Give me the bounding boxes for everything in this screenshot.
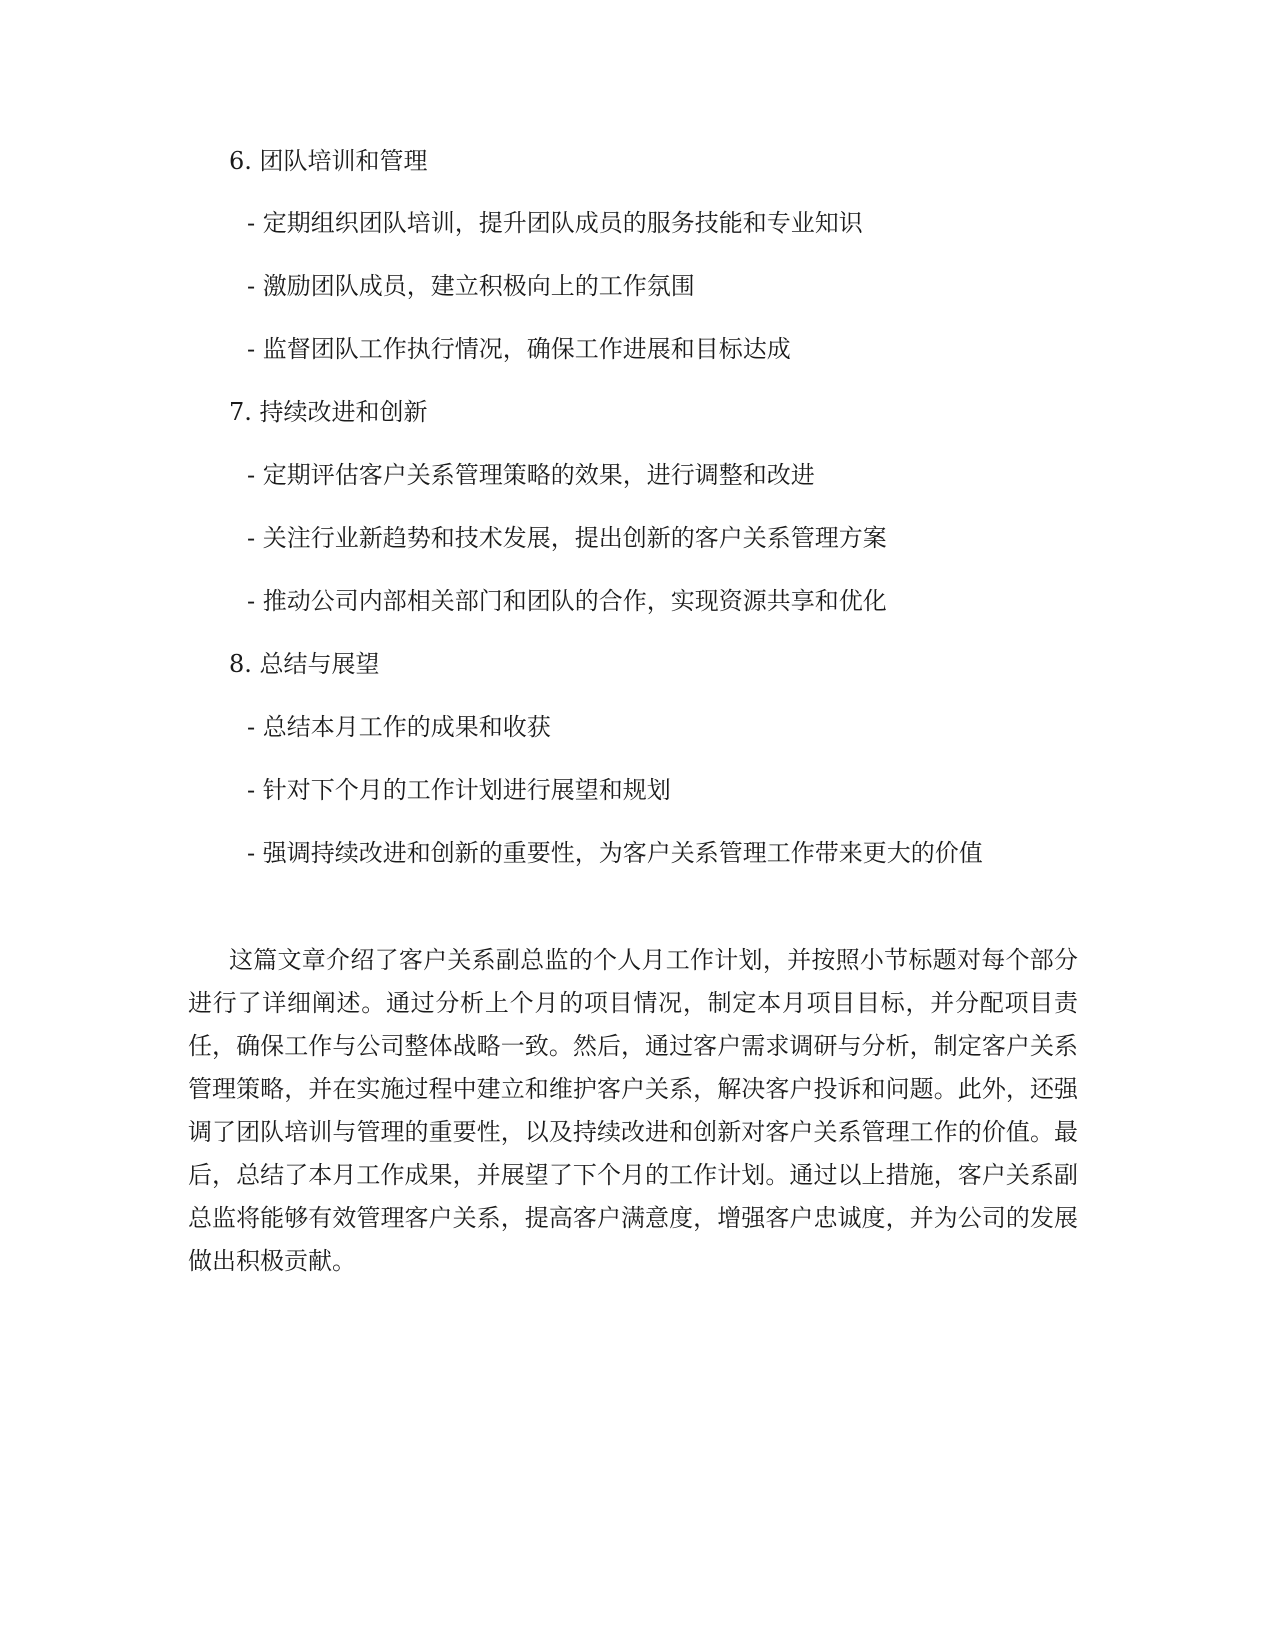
list-item: - 推动公司内部相关部门和团队的合作，实现资源共享和优化 — [247, 587, 887, 615]
list-item: - 关注行业新趋势和技术发展，提出创新的客户关系管理方案 — [247, 524, 887, 552]
list-item: - 定期组织团队培训，提升团队成员的服务技能和专业知识 — [247, 209, 863, 237]
section-heading-7: 7. 持续改进和创新 — [229, 398, 428, 426]
list-item: - 针对下个月的工作计划进行展望和规划 — [247, 776, 671, 804]
section-heading-6: 6. 团队培训和管理 — [229, 147, 428, 175]
list-item: - 定期评估客户关系管理策略的效果，进行调整和改进 — [247, 461, 815, 489]
list-item: - 激励团队成员，建立积极向上的工作氛围 — [247, 272, 695, 300]
summary-paragraph: 这篇文章介绍了客户关系副总监的个人月工作计划，并按照小节标题对每个部分进行了详细阐述。通过分析上个月的项目情况，制定本月项目目标，并分配项目责任，确保工作与公司整体战略一致。然后，通过客户需求调研与分析，制定客户关系管理策略，并在实施过程中建立和维护客户关系，解决客户投诉和问题。此外，还强调了团队培训与管理的重要性，以及持续改进和创新对客户关系管理工作的价值。最后，总结了本月工作成果，并展望了下个月的工作计划。通过以上措施，客户关系副总监将能够有效管理客户关系，提高客户满意度，增强客户忠诚度，并为公司的发展做出积极贡献。 — [188, 946, 1078, 1275]
list-item: - 监督团队工作执行情况，确保工作进展和目标达成 — [247, 335, 791, 363]
section-heading-8: 8. 总结与展望 — [229, 650, 380, 678]
list-item: - 总结本月工作的成果和收获 — [247, 713, 551, 741]
list-item: - 强调持续改进和创新的重要性，为客户关系管理工作带来更大的价值 — [247, 839, 983, 867]
